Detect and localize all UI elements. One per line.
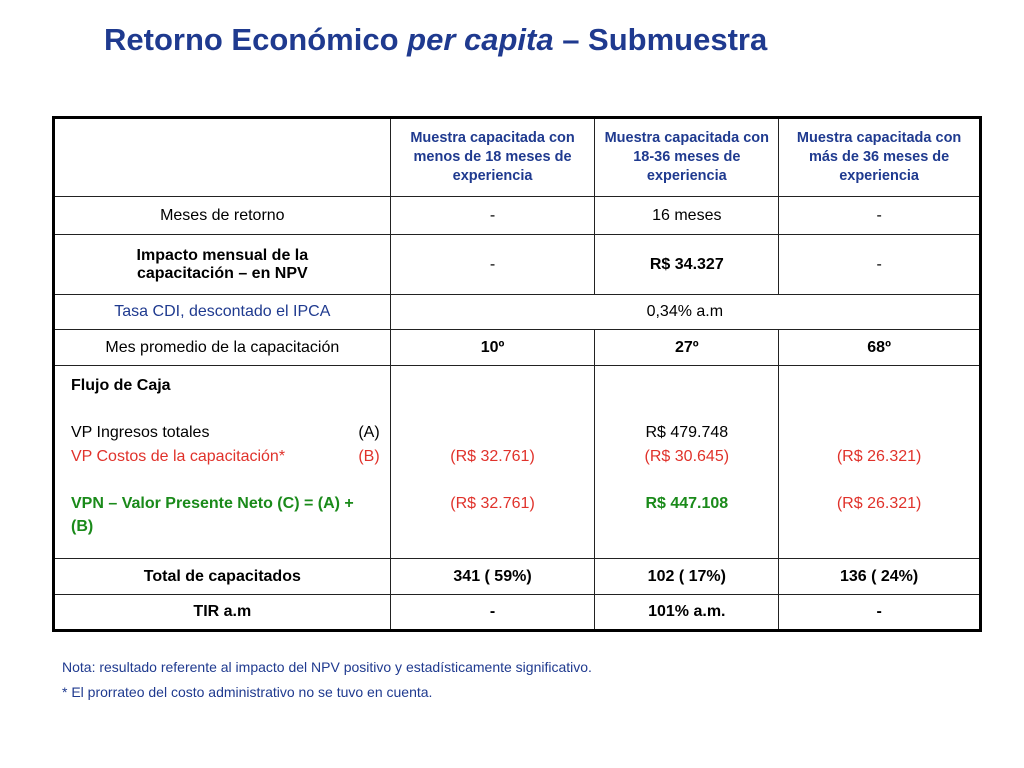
header-cell-gt36: Muestra capacitada con más de 36 meses de experiencia [779,118,981,197]
table-row-flujo [54,366,981,559]
footnotes [62,655,592,705]
flujo-heading: Flujo de Caja [71,377,171,394]
header-empty-cell [54,118,391,197]
row-label: Meses de retorno [54,197,391,235]
return-table [52,116,982,632]
table-row-mes-promedio [54,330,981,366]
flujo-col-18-36 [595,366,779,559]
table-row-tasa [54,295,981,330]
table-cell: R$ 34.327 [595,235,779,295]
row-label: Impacto mensual de la capacitación – en NPV [54,235,391,295]
costos-line [71,445,380,469]
flujo-col-lt18 [390,366,595,559]
costos-tag: (B) [358,447,380,465]
table-header-row [54,118,981,197]
table-row-total [54,559,981,595]
table-row-meses-retorno [54,197,981,235]
ingresos-value: R$ 479.748 [645,424,729,441]
costos-value: (R$ 26.321) [836,447,922,465]
costos-value: (R$ 32.761) [450,447,535,465]
ingresos-line [71,421,380,445]
table-cell: 27º [595,330,779,366]
title-part2: – Submuestra [553,22,768,57]
table-cell: 136 ( 24%) [779,559,981,595]
table-cell: 10º [390,330,595,366]
ingresos-label: VP Ingresos totales [71,424,210,441]
table-cell: - [779,595,981,631]
ingresos-tag: (A) [358,424,380,441]
table-cell: 341 ( 59%) [390,559,595,595]
table-cell: 16 meses [595,197,779,235]
title-part1: Retorno Económico [104,22,408,57]
row-label: Total de capacitados [54,559,391,595]
row-label: TIR a.m [54,595,391,631]
table-cell: 68º [779,330,981,366]
ingresos-value [785,421,973,445]
flujo-label-cell [54,366,391,559]
flujo-col-gt36 [779,366,981,559]
row-label: Mes promedio de la capacitación [54,330,391,366]
page-title [104,22,767,58]
costos-label: VP Costos de la capacitación* [71,447,286,465]
row-label: Tasa CDI, descontado el IPCA [54,295,391,330]
table-cell: 101% a.m. [595,595,779,631]
footnote-asterisk: * El prorrateo del costo administrativo no se tuvo en cuenta. [62,684,433,700]
header-cell-18-36: Muestra capacitada con 18-36 meses de experiencia [595,118,779,197]
vpn-value: (R$ 32.761) [450,494,535,512]
table-cell: - [779,197,981,235]
table-cell: - [779,235,981,295]
vpn-value: (R$ 26.321) [836,494,922,512]
table-cell: - [390,197,595,235]
title-italic: per capita [407,22,554,57]
table-cell: - [390,235,595,295]
table-row-impacto [54,235,981,295]
ingresos-value [397,421,589,445]
header-cell-lt18: Muestra capacitada con menos de 18 meses de experiencia [390,118,595,197]
table-row-tir [54,595,981,631]
table-cell-merged: 0,34% a.m [390,295,980,330]
vpn-value: R$ 447.108 [645,494,729,512]
spacer [71,468,380,492]
table-cell: 102 ( 17%) [595,559,779,595]
spacer [71,398,380,422]
vpn-label: VPN – Valor Presente Neto (C) = (A) + (B) [71,494,354,535]
table-cell: - [390,595,595,631]
costos-value: (R$ 30.645) [644,447,730,465]
footnote-nota: Nota: resultado referente al impacto del NPV positivo y estadísticamente significativo. [62,659,592,675]
